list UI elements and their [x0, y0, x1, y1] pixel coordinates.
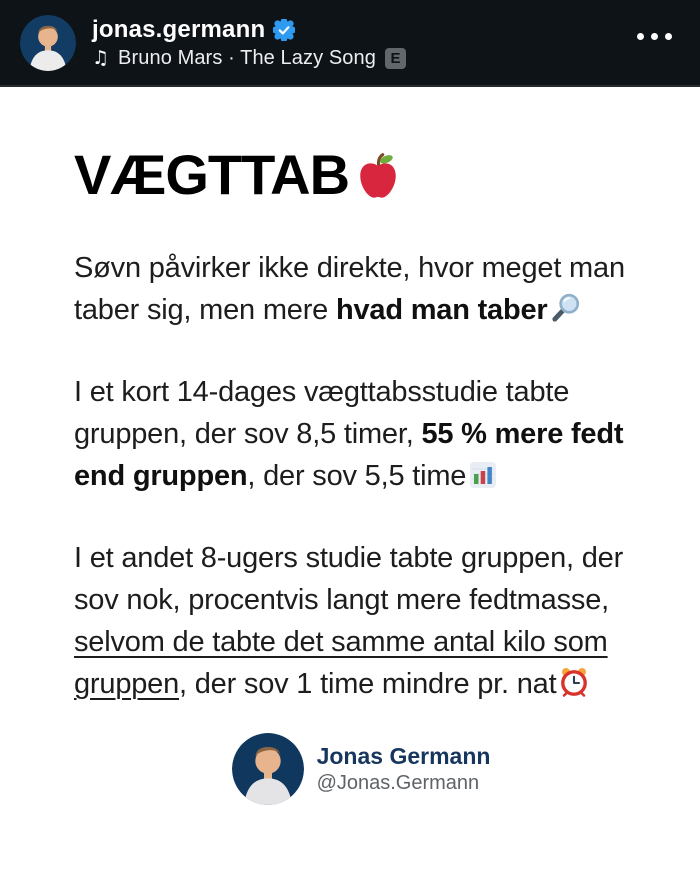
- bar-chart-icon: [468, 460, 498, 490]
- music-attribution[interactable]: [92, 47, 406, 70]
- author-text-block: [317, 743, 491, 795]
- story-header: [0, 0, 700, 87]
- paragraph-sleep-effect: [74, 247, 640, 331]
- paragraph-text: I et andet 8-ugers studie tabte gruppen, der sov nok, procentvis langt mere fedtmasse,: [74, 542, 624, 616]
- music-title: Bruno Mars · The Lazy Song: [118, 46, 376, 69]
- paragraph-8-week-study: [74, 537, 640, 705]
- verified-badge-icon: [273, 19, 295, 41]
- explicit-badge: E: [385, 48, 406, 69]
- author-avatar: [232, 733, 304, 805]
- paragraph-underlined-text: selvom de tabte det samme antal kilo som gruppen: [74, 626, 608, 700]
- profile-avatar[interactable]: [20, 15, 76, 71]
- author-name: Jonas Germann: [316, 743, 491, 770]
- author-watermark: [74, 733, 648, 805]
- paragraph-bold-text: hvad man taber: [335, 294, 548, 326]
- paragraph-text: , der sov 5,5 time: [247, 460, 467, 492]
- red-apple-icon: [353, 151, 403, 201]
- dot-icon: [651, 33, 658, 40]
- paragraph-bold-text: 55 % mere fedt end gruppen: [74, 418, 624, 492]
- alarm-clock-icon: [558, 666, 590, 698]
- paragraph-text: Søvn påvirker ikke direkte, hvor meget man taber sig, men mere: [74, 252, 625, 326]
- paragraph-text: , der sov 1 time mindre pr. nat: [179, 668, 557, 700]
- more-options-button[interactable]: [635, 27, 674, 46]
- post-title: [74, 145, 648, 205]
- header-info: [92, 16, 406, 70]
- username[interactable]: jonas.germann: [92, 15, 266, 43]
- post-title-text: VÆGTTAB: [74, 143, 350, 206]
- author-handle: @Jonas.Germann: [316, 771, 480, 794]
- dot-icon: [665, 33, 672, 40]
- music-note-icon: ♫: [92, 46, 110, 69]
- paragraph-text: I et kort 14-dages vægttabsstudie tabte gruppen, der sov 8,5 timer,: [74, 376, 570, 450]
- dot-icon: [637, 33, 644, 40]
- story-content-card: [0, 87, 700, 891]
- paragraph-14-day-study: [74, 371, 640, 497]
- magnifying-glass-icon: [550, 292, 582, 324]
